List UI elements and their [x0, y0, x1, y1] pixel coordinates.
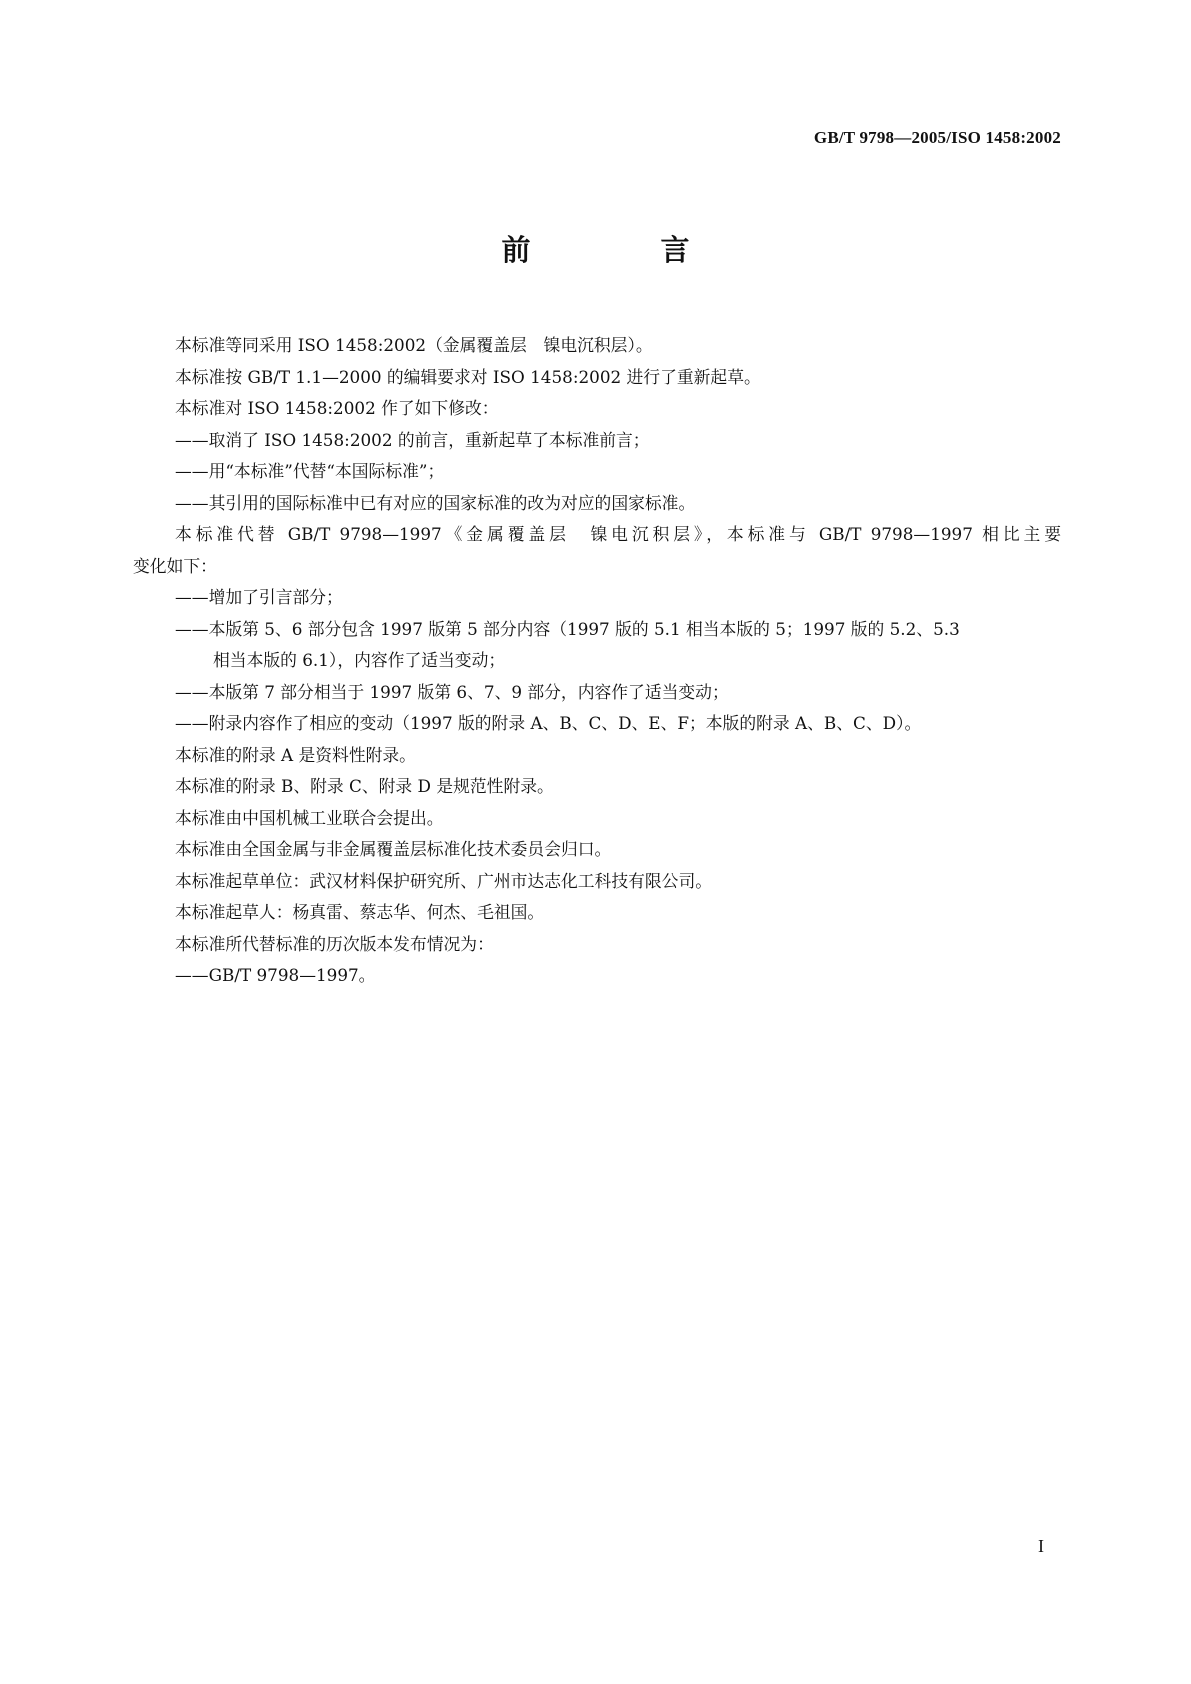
- paragraph-drafting-rules: 本标准按 GB/T 1.1—2000 的编辑要求对 ISO 1458:2002 进行了重新起草。: [175, 366, 761, 387]
- list-item-change-4: ——附录内容作了相应的变动（1997 版的附录 A、B、C、D、E、F；本版的附录 A、B、C、D）。: [175, 713, 922, 733]
- list-item-change-2-continued: 相当本版的 6.1），内容作了适当变动；: [213, 650, 506, 670]
- list-item-change-1: ——增加了引言部分；: [175, 587, 343, 607]
- paragraph-modifications-intro: 本标准对 ISO 1458:2002 作了如下修改：: [175, 398, 499, 418]
- foreword-body: [133, 330, 1061, 992]
- list-item-modification-2: ——用“本标准”代替“本国际标准”；: [175, 461, 445, 481]
- paragraph-adoption: 本标准等同采用 ISO 1458:2002（金属覆盖层 镍电沉积层）。: [175, 335, 653, 355]
- page-number: I: [1038, 1536, 1044, 1556]
- list-item-modification-1: ——取消了 ISO 1458:2002 的前言，重新起草了本标准前言；: [175, 429, 650, 450]
- page-title: 前 言: [501, 233, 750, 267]
- list-item-change-3: ——本版第 7 部分相当于 1997 版第 6、7、9 部分，内容作了适当变动；: [175, 681, 729, 702]
- paragraph-drafters: 本标准起草人：杨真雷、蔡志华、何杰、毛祖国。: [175, 902, 545, 922]
- standard-code-header: GB/T 9798—2005/ISO 1458:2002: [813, 128, 1061, 147]
- paragraph-annex-normative: 本标准的附录 B、附录 C、附录 D 是规范性附录。: [175, 776, 554, 796]
- paragraph-annex-informative: 本标准的附录 A 是资料性附录。: [175, 744, 416, 765]
- paragraph-proposed-by: 本标准由中国机械工业联合会提出。: [175, 807, 444, 828]
- list-item-change-2: ——本版第 5、6 部分包含 1997 版第 5 部分内容（1997 版的 5.1 相当本版的 5；1997 版的 5.2、5.3: [175, 618, 960, 639]
- list-item-previous-edition: ——GB/T 9798—1997。: [175, 965, 376, 985]
- paragraph-replaces-line-2: 变化如下：: [133, 555, 217, 576]
- paragraph-under-jurisdiction: 本标准由全国金属与非金属覆盖层标准化技术委员会归口。: [175, 839, 612, 859]
- paragraph-replaces-line-1: 本标准代替 GB/T 9798—1997《金属覆盖层 镍电沉积层》，本标准与 GB/T 9798—1997 相比主要: [175, 524, 1061, 544]
- list-item-modification-3: ——其引用的国际标准中已有对应的国家标准的改为对应的国家标准。: [175, 492, 696, 513]
- paragraph-drafting-organizations: 本标准起草单位：武汉材料保护研究所、广州市达志化工科技有限公司。: [175, 870, 713, 891]
- paragraph-previous-editions: 本标准所代替标准的历次版本发布情况为：: [175, 933, 494, 954]
